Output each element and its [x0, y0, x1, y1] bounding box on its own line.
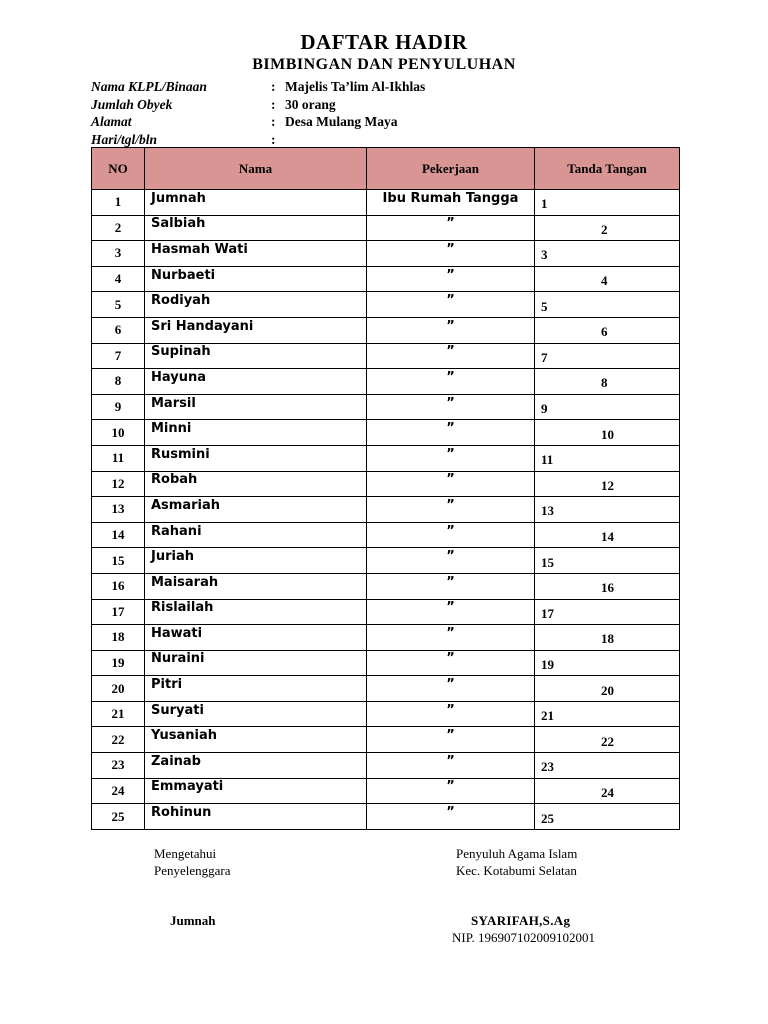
table-row: [92, 215, 680, 241]
table-row: [92, 727, 680, 753]
row-nama: [145, 471, 367, 497]
row-nama: [145, 394, 367, 420]
row-nama: [145, 676, 367, 702]
table-row: [92, 650, 680, 676]
row-nama-text: Supinah: [151, 344, 211, 360]
table-body: [92, 190, 680, 830]
row-pekerjaan-text: ”: [446, 267, 455, 283]
row-pekerjaan: [367, 420, 535, 446]
row-tanda-tangan: [535, 445, 680, 471]
row-tanda-tangan-text: 15: [541, 554, 554, 570]
row-pekerjaan-text: ”: [446, 728, 455, 744]
table-row: [92, 292, 680, 318]
row-tanda-tangan-text: 22: [601, 733, 614, 749]
row-tanda-tangan: [535, 343, 680, 369]
row-nama: [145, 215, 367, 241]
row-number: 22: [92, 727, 145, 753]
row-pekerjaan: [367, 292, 535, 318]
row-pekerjaan: [367, 804, 535, 830]
row-pekerjaan: [367, 471, 535, 497]
row-tanda-tangan: [535, 778, 680, 804]
table-row: [92, 190, 680, 216]
table-row: [92, 676, 680, 702]
row-nama: [145, 778, 367, 804]
document-title: DAFTAR HADIR: [300, 30, 468, 54]
info-label: Nama KLPL/Binaan: [91, 79, 207, 94]
row-pekerjaan-text: ”: [446, 344, 455, 360]
row-tanda-tangan-text: 7: [541, 349, 548, 365]
row-tanda-tangan-text: 25: [541, 810, 554, 826]
row-nama: [145, 445, 367, 471]
row-pekerjaan: [367, 753, 535, 779]
row-nama-text: Rodiyah: [151, 293, 211, 309]
row-nama: [145, 599, 367, 625]
row-tanda-tangan: [535, 676, 680, 702]
header-tanda-tangan: Tanda Tangan: [535, 148, 680, 190]
row-nama-text: Pitri: [151, 677, 183, 693]
row-tanda-tangan-text: 13: [541, 503, 554, 519]
header-no: NO: [92, 148, 145, 190]
row-number: 5: [92, 292, 145, 318]
row-tanda-tangan-text: 2: [601, 221, 608, 237]
row-pekerjaan: [367, 778, 535, 804]
row-tanda-tangan-text: 14: [601, 529, 614, 545]
row-nama: [145, 317, 367, 343]
row-pekerjaan-text: ”: [446, 446, 455, 462]
row-nama: [145, 292, 367, 318]
table-row: [92, 573, 680, 599]
row-pekerjaan: [367, 369, 535, 395]
row-pekerjaan-text: ”: [446, 318, 455, 334]
signatory-nip: NIP. 196907102009102001: [452, 930, 596, 945]
table-row: [92, 804, 680, 830]
row-number: 6: [92, 317, 145, 343]
row-nama-text: Suryati: [151, 702, 204, 718]
row-tanda-tangan-text: 10: [601, 426, 614, 442]
row-pekerjaan: [367, 445, 535, 471]
row-nama: [145, 804, 367, 830]
row-nama-text: Nuraini: [151, 651, 205, 667]
row-pekerjaan-text: ”: [446, 779, 455, 795]
row-pekerjaan: [367, 241, 535, 267]
row-tanda-tangan-text: 6: [601, 324, 608, 340]
row-pekerjaan-text: ”: [446, 625, 455, 641]
info-block: [91, 78, 425, 148]
row-nama-text: Maisarah: [151, 574, 219, 590]
row-nama-text: Minni: [151, 421, 192, 437]
table-row: [92, 548, 680, 574]
row-pekerjaan: [367, 394, 535, 420]
row-tanda-tangan: [535, 804, 680, 830]
table-row: [92, 266, 680, 292]
row-nama-text: Emmayati: [151, 779, 224, 795]
row-number: 3: [92, 241, 145, 267]
row-nama-text: Rohinun: [151, 805, 212, 821]
row-nama-text: Rusmini: [151, 446, 210, 462]
row-number: 15: [92, 548, 145, 574]
row-tanda-tangan-text: 20: [601, 682, 614, 698]
info-label: Alamat: [91, 114, 132, 129]
row-tanda-tangan-text: 5: [541, 298, 548, 314]
row-pekerjaan: [367, 215, 535, 241]
row-number: 13: [92, 497, 145, 523]
row-nama: [145, 343, 367, 369]
row-tanda-tangan: [535, 420, 680, 446]
document-subtitle: BIMBINGAN DAN PENYULUHAN: [252, 56, 516, 73]
signature-left: [154, 845, 231, 879]
row-nama: [145, 625, 367, 651]
header-pekerjaan: Pekerjaan: [367, 148, 535, 190]
row-tanda-tangan-text: 4: [601, 273, 608, 289]
row-nama-text: Robah: [151, 472, 198, 488]
table-header-row: [92, 148, 680, 190]
table-row: [92, 394, 680, 420]
row-number: 25: [92, 804, 145, 830]
row-nama: [145, 369, 367, 395]
row-number: 2: [92, 215, 145, 241]
row-tanda-tangan: [535, 190, 680, 216]
table-row: [92, 522, 680, 548]
table-row: [92, 625, 680, 651]
row-nama: [145, 497, 367, 523]
signatory-right-name: SYARIFAH,S.Ag: [471, 913, 571, 928]
row-nama-text: Yusaniah: [151, 728, 217, 744]
row-tanda-tangan: [535, 471, 680, 497]
row-pekerjaan: [367, 650, 535, 676]
row-pekerjaan: [367, 701, 535, 727]
row-tanda-tangan-text: 18: [601, 631, 614, 647]
row-pekerjaan-text: ”: [446, 293, 455, 309]
row-tanda-tangan: [535, 522, 680, 548]
table-row: [92, 445, 680, 471]
row-nama: [145, 753, 367, 779]
info-colon: :: [271, 114, 276, 129]
row-pekerjaan-text: ”: [446, 677, 455, 693]
row-pekerjaan-text: ”: [446, 241, 455, 257]
row-tanda-tangan-text: 9: [541, 401, 548, 417]
row-tanda-tangan-text: 23: [541, 759, 554, 775]
row-nama-text: Jumnah: [151, 190, 206, 206]
info-label: Jumlah Obyek: [91, 96, 173, 112]
row-tanda-tangan: [535, 701, 680, 727]
row-number: 18: [92, 625, 145, 651]
row-number: 4: [92, 266, 145, 292]
row-tanda-tangan: [535, 625, 680, 651]
row-nama: [145, 266, 367, 292]
row-nama: [145, 190, 367, 216]
info-colon: :: [271, 79, 276, 94]
row-pekerjaan: [367, 676, 535, 702]
row-pekerjaan-text: ”: [446, 421, 455, 437]
row-pekerjaan: [367, 727, 535, 753]
info-colon: :: [271, 96, 276, 112]
row-tanda-tangan: [535, 753, 680, 779]
info-label: Hari/tgl/bln: [91, 131, 158, 147]
row-nama-text: Asmariah: [151, 497, 221, 513]
info-colon: :: [271, 131, 276, 147]
row-nama-text: Nurbaeti: [151, 267, 216, 283]
row-nama-text: Rahani: [151, 523, 202, 539]
row-tanda-tangan: [535, 266, 680, 292]
row-nama-text: Salbiah: [151, 216, 206, 232]
row-nama-text: Hawati: [151, 625, 203, 641]
row-nama-text: Hasmah Wati: [151, 241, 248, 257]
row-number: 14: [92, 522, 145, 548]
mengetahui-label: Mengetahui: [154, 846, 217, 861]
row-tanda-tangan-text: 11: [541, 452, 554, 468]
table-row: [92, 497, 680, 523]
kecamatan-label: Kec. Kotabumi Selatan: [456, 863, 577, 878]
row-pekerjaan: [367, 190, 535, 216]
row-nama: [145, 241, 367, 267]
info-row-jumlah-obyek: [91, 96, 425, 114]
row-tanda-tangan: [535, 369, 680, 395]
table-row: [92, 701, 680, 727]
row-nama: [145, 727, 367, 753]
row-tanda-tangan: [535, 573, 680, 599]
signatory-left-name: Jumnah: [170, 913, 216, 928]
row-number: 9: [92, 394, 145, 420]
table-row: [92, 753, 680, 779]
row-tanda-tangan-text: 19: [541, 656, 554, 672]
row-tanda-tangan: [535, 548, 680, 574]
row-nama-text: Juriah: [151, 549, 194, 565]
row-pekerjaan: [367, 497, 535, 523]
table-row: [92, 599, 680, 625]
row-tanda-tangan-text: 17: [541, 605, 554, 621]
row-pekerjaan: [367, 266, 535, 292]
attendance-table: [91, 147, 680, 830]
row-nama: [145, 701, 367, 727]
row-nama: [145, 420, 367, 446]
row-nama-text: Marsil: [151, 395, 196, 411]
row-tanda-tangan-text: 16: [601, 580, 614, 596]
row-tanda-tangan: [535, 497, 680, 523]
row-number: 12: [92, 471, 145, 497]
header-nama: Nama: [145, 148, 367, 190]
row-tanda-tangan-text: 12: [601, 477, 614, 493]
row-pekerjaan: [367, 625, 535, 651]
row-pekerjaan-text: ”: [446, 395, 455, 411]
row-nama-text: Sri Handayani: [151, 318, 254, 334]
row-pekerjaan-text: ”: [446, 523, 455, 539]
row-pekerjaan-text: ”: [446, 497, 455, 513]
row-number: 21: [92, 701, 145, 727]
row-pekerjaan: [367, 317, 535, 343]
row-nama-text: Hayuna: [151, 369, 207, 385]
row-tanda-tangan: [535, 215, 680, 241]
row-number: 24: [92, 778, 145, 804]
table-row: [92, 241, 680, 267]
signature-right: [456, 845, 577, 879]
row-nama: [145, 522, 367, 548]
row-tanda-tangan: [535, 650, 680, 676]
row-pekerjaan: [367, 599, 535, 625]
row-tanda-tangan-text: 21: [541, 708, 554, 724]
row-number: 7: [92, 343, 145, 369]
table-row: [92, 471, 680, 497]
info-value: 30 orang: [285, 96, 336, 112]
row-tanda-tangan: [535, 599, 680, 625]
info-row-hari-tgl-bln: [91, 131, 425, 149]
row-pekerjaan-text: Ibu Rumah Tangga: [382, 190, 519, 206]
penyuluh-label: Penyuluh Agama Islam: [456, 846, 578, 861]
info-value: Desa Mulang Maya: [285, 114, 398, 129]
row-number: 16: [92, 573, 145, 599]
row-pekerjaan-text: ”: [446, 472, 455, 488]
table-row: [92, 317, 680, 343]
row-number: 11: [92, 445, 145, 471]
row-pekerjaan-text: ”: [446, 549, 455, 565]
row-number: 17: [92, 599, 145, 625]
row-number: 20: [92, 676, 145, 702]
table-row: [92, 369, 680, 395]
row-nama: [145, 573, 367, 599]
row-pekerjaan-text: ”: [446, 651, 455, 667]
row-pekerjaan: [367, 548, 535, 574]
row-pekerjaan-text: ”: [446, 702, 455, 718]
row-pekerjaan-text: ”: [446, 369, 455, 385]
row-tanda-tangan: [535, 317, 680, 343]
row-pekerjaan: [367, 522, 535, 548]
row-pekerjaan-text: ”: [446, 600, 455, 616]
row-number: 8: [92, 369, 145, 395]
row-tanda-tangan-text: 1: [541, 196, 548, 212]
row-pekerjaan-text: ”: [446, 805, 455, 821]
table-row: [92, 343, 680, 369]
row-nama: [145, 548, 367, 574]
row-tanda-tangan: [535, 394, 680, 420]
row-pekerjaan-text: ”: [446, 216, 455, 232]
row-tanda-tangan: [535, 727, 680, 753]
row-tanda-tangan-text: 24: [601, 784, 614, 800]
row-nama: [145, 650, 367, 676]
penyelenggara-label: Penyelenggara: [154, 863, 231, 878]
row-tanda-tangan-text: 3: [541, 247, 548, 263]
row-tanda-tangan: [535, 241, 680, 267]
row-number: 10: [92, 420, 145, 446]
info-row-alamat: [91, 113, 425, 131]
row-pekerjaan-text: ”: [446, 753, 455, 769]
row-number: 23: [92, 753, 145, 779]
row-tanda-tangan-text: 8: [601, 375, 608, 391]
row-number: 1: [92, 190, 145, 216]
table-row: [92, 778, 680, 804]
row-tanda-tangan: [535, 292, 680, 318]
row-pekerjaan-text: ”: [446, 574, 455, 590]
table-row: [92, 420, 680, 446]
row-pekerjaan: [367, 573, 535, 599]
info-value: Majelis Ta’lim Al-Ikhlas: [285, 79, 426, 94]
row-nama-text: Zainab: [151, 753, 201, 769]
row-pekerjaan: [367, 343, 535, 369]
row-number: 19: [92, 650, 145, 676]
info-row-nama-klpl: [91, 78, 425, 96]
row-nama-text: Rislailah: [151, 600, 214, 616]
